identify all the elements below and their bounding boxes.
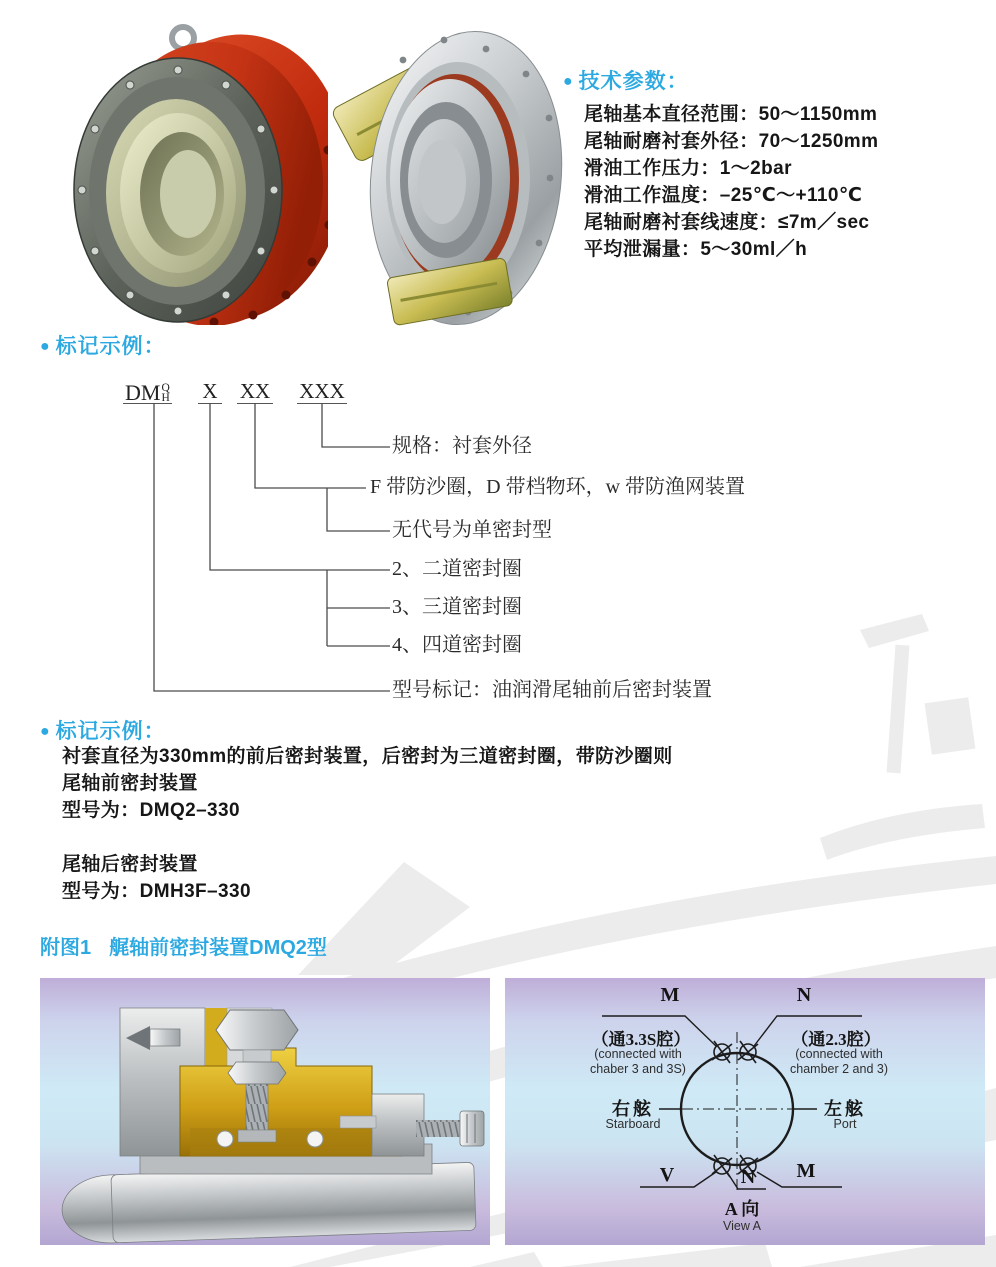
figure-label: 附图1	[40, 937, 92, 959]
port-code-m-bottom: M	[796, 1160, 816, 1182]
example-line: 型号为：DMH3F–330	[62, 881, 251, 902]
example-line: 尾轴后密封装置	[62, 854, 198, 875]
port-code-n-bottom: N	[740, 1166, 756, 1188]
legend-four-seals: 4、四道密封圈	[392, 634, 522, 656]
model-code-pos3: XXX	[297, 380, 347, 404]
spec-line: 尾轴基本直径范围：50～1150mm	[584, 104, 878, 125]
legend-spec: 规格：衬套外径	[392, 435, 532, 457]
marking-example-2-heading	[40, 721, 166, 742]
view-a-schematic-panel	[505, 978, 985, 1245]
model-code-dm: DM	[125, 380, 161, 405]
model-code-subscript: H	[161, 392, 170, 404]
model-code-pos1: X	[198, 380, 222, 404]
seal-cutaway-illustration	[40, 978, 490, 1245]
example-line: 衬套直径为330mm的前后密封装置，后密封为三道密封圈，带防沙圈则	[62, 746, 673, 767]
legend-single-seal: 无代号为单密封型	[392, 519, 552, 541]
tech-params-title: 技术参数：	[578, 70, 689, 93]
legend-fdw: F 带防沙圈，D 带档物环，w 带防渔网装置	[370, 476, 746, 498]
model-code-pos2: XX	[237, 380, 273, 404]
example-line: 尾轴前密封装置	[62, 773, 198, 794]
marking-example-1-heading	[40, 336, 166, 357]
view-a-caption-cn: A 向	[724, 1199, 760, 1219]
bullet-icon: ●	[563, 72, 573, 90]
figure-title: 艉轴前密封装置DMQ2型	[109, 937, 327, 959]
right-cavity-label-en1: (connected with	[795, 1047, 883, 1061]
cutaway-photo-panel	[40, 978, 490, 1245]
left-cavity-label-cn: （通3.3S腔）	[591, 1030, 691, 1049]
marking-example-2-title: 标记示例：	[55, 720, 166, 743]
port-code-n-top: N	[796, 984, 812, 1006]
view-a-caption-en: View A	[723, 1219, 761, 1233]
spec-line: 尾轴耐磨衬套线速度：≤7m／sec	[584, 212, 870, 233]
starboard-label-cn: 右舷	[612, 1099, 654, 1119]
model-code-superscript: Q	[161, 382, 170, 394]
spec-line: 平均泄漏量：5～30ml／h	[584, 239, 808, 260]
port-code-m-top: M	[660, 984, 680, 1006]
spec-line: 尾轴耐磨衬套外径：70～1250mm	[584, 131, 879, 152]
starboard-label-en: Starboard	[605, 1117, 661, 1131]
right-cavity-label-cn: （通2.3腔）	[791, 1030, 881, 1049]
left-cavity-label-en2: chaber 3 and 3S)	[590, 1062, 686, 1076]
right-cavity-label-en2: chamber 2 and 3)	[790, 1062, 888, 1076]
example-line: 型号为：DMQ2–330	[62, 800, 240, 821]
legend-model-mark: 型号标记：油润滑尾轴前后密封装置	[392, 679, 712, 701]
spec-line: 滑油工作压力：1～2bar	[584, 158, 792, 179]
marking-example-2-body	[62, 743, 673, 905]
model-code-prefix	[123, 376, 172, 404]
legend-three-seals: 3、三道密封圈	[392, 596, 522, 618]
port-label-en: Port	[833, 1117, 857, 1131]
photo-red-seal-housing	[28, 10, 328, 325]
marking-example-1-title: 标记示例：	[55, 335, 166, 358]
bullet-icon: ●	[40, 337, 50, 355]
port-label-cn: 左舷	[824, 1099, 866, 1119]
photo-chrome-seal	[298, 18, 570, 333]
left-cavity-label-en1: (connected with	[594, 1047, 682, 1061]
tech-params-heading	[563, 71, 689, 92]
model-code-qh-stack	[161, 383, 169, 403]
figure-caption	[40, 931, 327, 960]
spec-line: 滑油工作温度：–25℃～+110℃	[584, 185, 863, 206]
legend-two-seals: 2、二道密封圈	[392, 558, 522, 580]
tech-params-list	[584, 101, 878, 263]
bullet-icon: ●	[40, 722, 50, 740]
port-code-v-bottom: V	[659, 1164, 675, 1186]
